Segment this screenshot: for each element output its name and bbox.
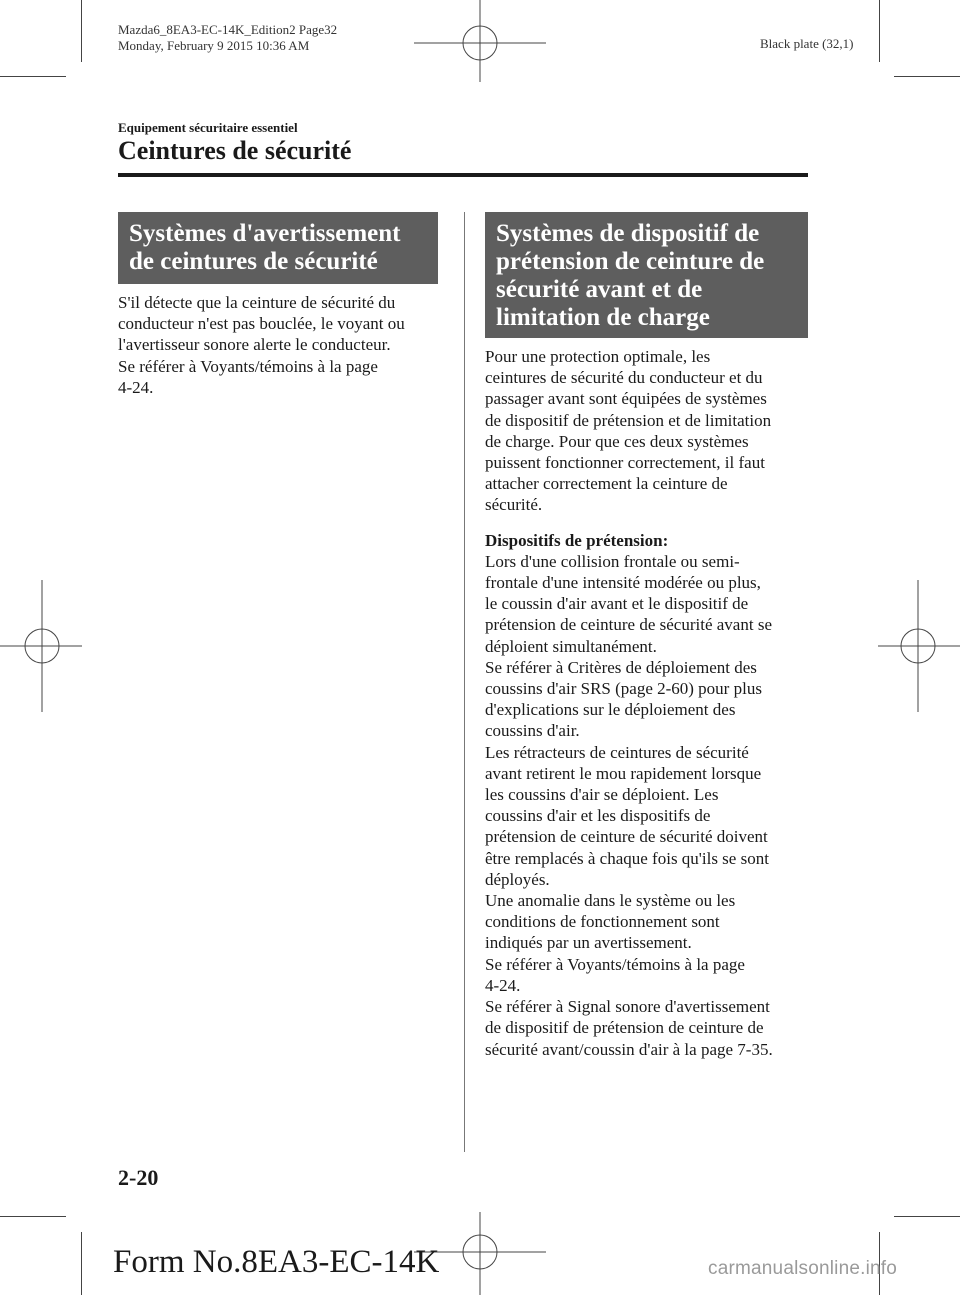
crop-mark-bl-v — [81, 1232, 82, 1295]
subheading-pretensioners: Dispositifs de prétension: — [485, 530, 669, 550]
text-line: coussins d'air. — [485, 721, 580, 741]
text-line: Les rétracteurs de ceintures de sécurité — [485, 742, 749, 762]
text-line: d'explications sur le déploiement des — [485, 700, 736, 720]
text-line: passager avant sont équipées de systèmes — [485, 389, 767, 409]
plate-label: Black plate (32,1) — [760, 36, 854, 51]
print-job-info — [118, 22, 337, 54]
text-line: sécurité avant/coussin d'air à la page 7-35. — [485, 1039, 773, 1059]
text-line: frontale d'une intensité modérée ou plus, — [485, 573, 761, 593]
registration-mark-top — [414, 0, 546, 82]
text-line: coussins d'air et les dispositifs de — [485, 806, 711, 826]
text-line: conditions de fonctionnement sont — [485, 912, 720, 932]
heading-line: Systèmes de dispositif de — [496, 220, 760, 247]
text-line: être remplacés à chaque fois qu'ils se sont — [485, 848, 769, 868]
heading-pretensioner-systems — [485, 212, 808, 338]
chapter-title: Ceintures de sécurité — [118, 136, 352, 165]
text-line: Pour une protection optimale, les — [485, 347, 711, 366]
text-line: sécurité. — [485, 495, 543, 515]
text-line: déployés. — [485, 869, 550, 889]
print-job-date: Monday, February 9 2015 10:36 AM — [118, 38, 310, 53]
registration-mark-left — [0, 580, 82, 712]
text-line: 4-24. — [485, 975, 521, 995]
text-line: puissent fonctionner correctement, il faut — [485, 453, 765, 473]
seatbelt-warning-text — [118, 292, 448, 398]
text-line: de dispositif de prétension et de limitation — [485, 410, 772, 430]
crop-mark-tl-v — [81, 0, 82, 62]
crop-mark-tr-h — [894, 76, 960, 77]
text-line: le coussin d'air avant et le dispositif de — [485, 594, 749, 614]
text-line: conducteur n'est pas bouclée, le voyant ou — [118, 314, 405, 334]
text-line: 4-24. — [118, 377, 154, 397]
heading-line: sécurité avant et de — [496, 276, 703, 303]
text-line: indiqués par un avertissement. — [485, 933, 692, 953]
registration-mark-right — [878, 580, 960, 712]
heading-line: de ceintures de sécurité — [129, 248, 378, 275]
heading-line: Systèmes d'avertissement — [129, 220, 401, 247]
text-line: Se référer à Critères de déploiement des — [485, 657, 757, 677]
crop-mark-br-h — [894, 1216, 960, 1217]
text-line: déploient simultanément. — [485, 636, 657, 656]
crop-mark-tl-h — [0, 76, 66, 77]
text-line: Se référer à Voyants/témoins à la page — [485, 954, 745, 974]
crop-mark-tr-v — [879, 0, 880, 62]
text-line: l'avertisseur sonore alerte le conducteur. — [118, 335, 391, 355]
heading-line: prétension de ceinture de — [496, 248, 765, 275]
title-rule — [118, 173, 808, 177]
crop-mark-bl-h — [0, 1216, 66, 1217]
column-divider — [464, 212, 465, 1152]
text-line: de charge. Pour que ces deux systèmes — [485, 431, 749, 451]
text-line: coussins d'air SRS (page 2-60) pour plus — [485, 679, 762, 699]
text-line: attacher correctement la ceinture de — [485, 474, 728, 494]
text-line: de dispositif de prétension de ceinture de — [485, 1018, 764, 1038]
text-line: Se référer à Signal sonore d'avertissement — [485, 997, 770, 1017]
text-line: Lors d'une collision frontale ou semi- — [485, 551, 740, 571]
text-line: Une anomalie dans le système ou les — [485, 891, 736, 911]
text-line: ceintures de sécurité du conducteur et du — [485, 368, 763, 388]
print-job-file: Mazda6_8EA3-EC-14K_Edition2 Page32 — [118, 22, 338, 37]
text-line: Se référer à Voyants/témoins à la page — [118, 356, 378, 376]
page-number: 2-20 — [118, 1165, 159, 1190]
form-number: Form No.8EA3-EC-14K — [113, 1244, 440, 1280]
text-line: avant retirent le mou rapidement lorsque — [485, 763, 762, 783]
section-label: Equipement sécuritaire essentiel — [118, 120, 298, 135]
watermark-link[interactable]: carmanualsonline.info — [708, 1258, 898, 1279]
text-line: S'il détecte que la ceinture de sécurité du — [118, 293, 396, 312]
heading-seatbelt-warning — [118, 212, 438, 284]
pretensioner-text — [485, 346, 810, 1060]
text-line: les coussins d'air se déploient. Les — [485, 785, 719, 805]
text-line: prétension de ceinture de sécurité avant se — [485, 615, 772, 635]
paragraph-gap — [485, 516, 810, 530]
text-line: prétension de ceinture de sécurité doivent — [485, 827, 768, 847]
heading-line: limitation de charge — [496, 304, 710, 331]
